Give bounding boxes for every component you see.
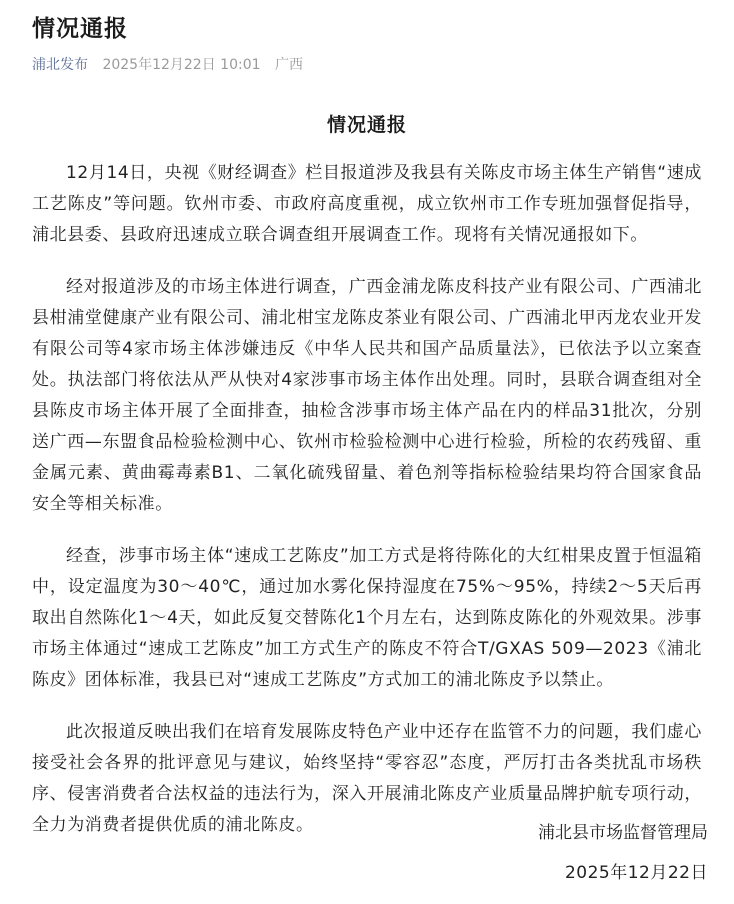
signature-date: 2025年12月22日 xyxy=(564,863,708,883)
source-account-link[interactable]: 浦北发布 xyxy=(32,57,88,73)
article-meta xyxy=(32,54,303,74)
publish-location: 广西 xyxy=(274,57,303,73)
signature-org: 浦北县市场监督管理局 xyxy=(538,823,708,843)
page-title: 情况通报 xyxy=(32,16,128,42)
document-heading: 情况通报 xyxy=(326,114,407,136)
paragraph-1: 12月14日，央视《财经调查》栏目报道涉及我县有关陈皮市场主体生产销售“速成工艺陈皮”等问题。钦州市委、市政府高度重视，成立钦州市工作专班加强督促指导，浦北县委、县政府迅速成立联合调查组开展调查工作。现将有关情况通报如下。 xyxy=(32,163,702,245)
paragraph-3: 经查，涉事市场主体“速成工艺陈皮”加工方式是将待陈化的大红柑果皮置于恒温箱中，设定温度为30～40℃，通过加水雾化保持湿度在75%～95%，持续2～5天后再取出自然陈化1～4天，如此反复交替陈化1个月左右，达到陈皮陈化的外观效果。涉事市场主体通过“速成工艺陈皮”加工方式生产的陈皮不符合T/GXAS 509—2023《浦北陈皮》团体标准，我县已对“速成工艺陈皮”方式加工的浦北陈皮予以禁止。 xyxy=(32,546,702,690)
paragraph-4: 此次报道反映出我们在培育发展陈皮特色产业中还存在监管不力的问题，我们虚心接受社会各界的批评意见与建议，始终坚持“零容忍”态度，严厉打击各类扰乱市场秩序、侵害消费者合法权益的违法行为，深入开展浦北陈皮产业质量品牌护航专项行动，全力为消费者提供优质的浦北陈皮。 xyxy=(32,722,702,835)
document-body xyxy=(32,158,702,862)
signature-block xyxy=(538,818,708,883)
publish-time: 2025年12月22日 10:01 xyxy=(102,57,261,73)
paragraph-2: 经对报道涉及的市场主体进行调查，广西金浦龙陈皮科技产业有限公司、广西浦北县柑浦堂健康产业有限公司、浦北柑宝龙陈皮茶业有限公司、广西浦北甲丙龙农业开发有限公司等4家市场主体涉嫌违反《中华人民共和国产品质量法》，已依法予以立案查处。执法部门将依法从严从快对4家涉事市场主体作出处理。同时，县联合调查组对全县陈皮市场主体开展了全面排查，抽检含涉事市场主体产品在内的样品31批次，分别送广西—东盟食品检验检测中心、钦州市检验检测中心进行检验，所检的农药残留、重金属元素、黄曲霉毒素B1、二氧化硫残留量、着色剂等指标检验结果均符合国家食品安全等相关标准。 xyxy=(32,277,702,514)
